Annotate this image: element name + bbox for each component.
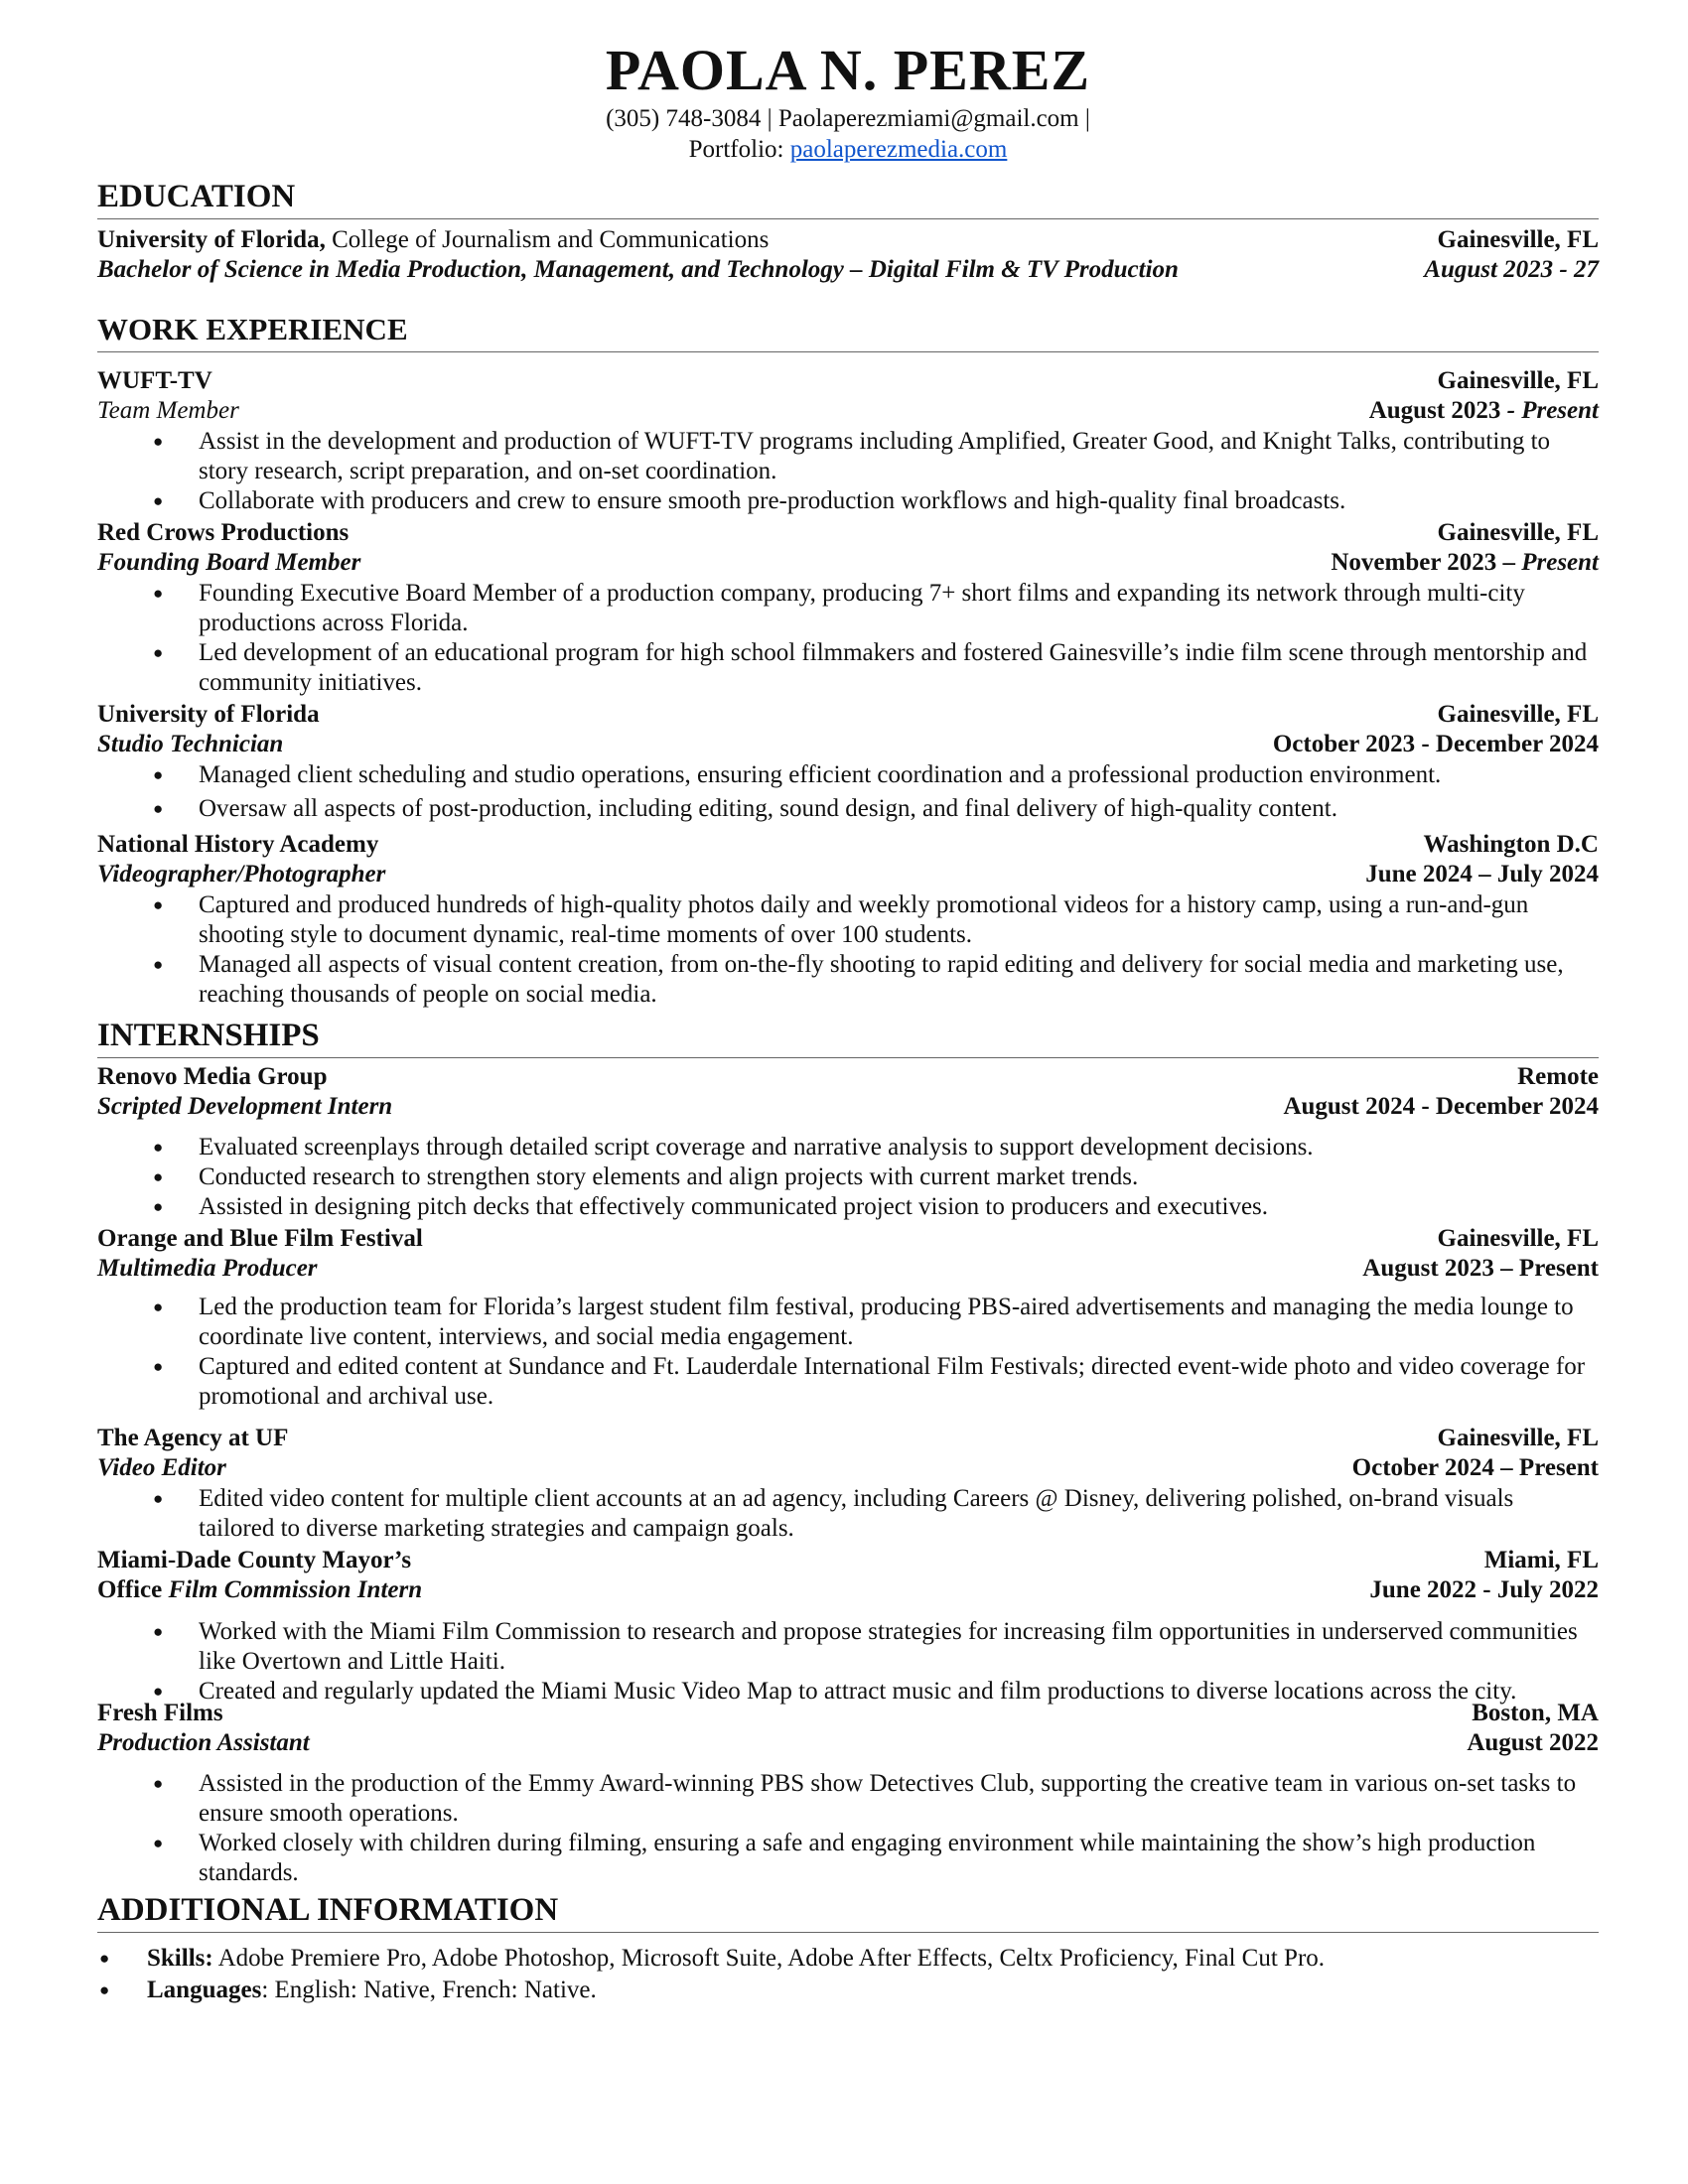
job-title: Video Editor [97, 1454, 226, 1481]
portfolio-label: Portfolio: [688, 136, 790, 163]
job-dates: October 2024 – Present [1351, 1454, 1599, 1481]
org-name: The Agency at UF [97, 1425, 289, 1451]
bullet-item: ● Worked closely with children during filming, ensuring a safe and engaging environment while maintaining the show’s high production standards. [97, 1829, 1599, 1888]
resume-header [97, 38, 1599, 165]
contact-info: (305) 748-3084 | Paolaperezmiami@gmail.com | [606, 105, 1090, 132]
job-dates: June 2024 – July 2024 [1365, 861, 1599, 887]
bullet-list [97, 1293, 1599, 1412]
bullet-item: ● Managed all aspects of visual content creation, from on-the-fly shooting to rapid editing and delivery for social media and marketing use, reaching thousands of people on social media. [97, 950, 1599, 1010]
bullet-item: ● Created and regularly updated the Miami Music Video Map to attract music and film productions to diverse locations across the city. [97, 1677, 1599, 1706]
languages-label: Languages [147, 1977, 262, 2003]
job-location: Miami, FL [1483, 1547, 1599, 1573]
internship-entry [97, 1424, 1599, 1544]
bullet-item: ● Worked with the Miami Film Commission to research and propose strategies for increasing film opportunities in underserved communities like Overtown and Little Haiti. [97, 1617, 1599, 1677]
skills-text: Adobe Premiere Pro, Adobe Photoshop, Microsoft Suite, Adobe After Effects, Celtx Proficiency, Final Cut Pro. [212, 1945, 1326, 1972]
org-name: Orange and Blue Film Festival [97, 1225, 423, 1252]
bullet-item: ● Led the production team for Florida’s largest student film festival, producing PBS-aired advertisements and managing the media lounge to coordinate live content, interviews, and social media engagement. [97, 1293, 1599, 1352]
work-entry [97, 830, 1599, 1010]
bullet-list [97, 427, 1599, 516]
candidate-name: PAOLA N. PEREZ [605, 38, 1091, 102]
languages-text: : English: Native, French: Native. [261, 1977, 597, 2003]
degree-name: Bachelor of Science in Media Production, Management, and Technology – Digital Film & TV Production [97, 256, 1179, 283]
dates-tail: Present [1521, 549, 1599, 576]
portfolio-link[interactable]: paolaperezmedia.com [789, 136, 1008, 163]
resume-page [97, 38, 1599, 2006]
job-location: Gainesville, FL [1437, 701, 1599, 728]
portfolio-line [97, 134, 1599, 165]
org-name: Miami-Dade County Mayor’s [97, 1547, 412, 1573]
skills-item [97, 1943, 1599, 1975]
internship-entry [97, 1224, 1599, 1412]
dates-main: November 2023 – [1331, 549, 1522, 576]
bullet-item: ● Captured and produced hundreds of high-quality photos daily and weekly promotional videos for a history camp, using a run-and-gun shooting style to document dynamic, real-time moments of over 100 students. [97, 890, 1599, 950]
job-title: Founding Board Member [97, 549, 361, 576]
bullet-item: ● Edited video content for multiple client accounts at an ad agency, including Careers @ Disney, delivering polished, on-brand visuals tailored to diverse marketing strategies and campaign goals. [97, 1484, 1599, 1544]
bullet-item: ● Captured and edited content at Sundance and Ft. Lauderdale International Film Festivals; directed event-wide photo and video coverage for promotional and archival use. [97, 1352, 1599, 1412]
bullet-item: ● Assisted in designing pitch decks that effectively communicated project vision to producers and executives. [97, 1192, 1599, 1222]
work-experience-heading: WORK EXPERIENCE [97, 310, 1599, 352]
job-dates: August 2024 - December 2024 [1283, 1093, 1599, 1120]
org-name: Fresh Films [97, 1700, 223, 1726]
bullet-item: ● Oversaw all aspects of post-production, including editing, sound design, and final delivery of high-quality content. [97, 794, 1599, 824]
job-title: Team Member [97, 397, 239, 424]
job-dates: August 2022 [1467, 1729, 1599, 1756]
education-entry [97, 225, 1599, 284]
school-name: University of Florida, [97, 226, 326, 253]
job-location: Gainesville, FL [1437, 519, 1599, 546]
job-location: Remote [1517, 1063, 1599, 1090]
bullet-item: ● Conducted research to strengthen story elements and align projects with current market trends. [97, 1162, 1599, 1192]
job-location: Boston, MA [1472, 1700, 1599, 1726]
bullet-item: ● Assisted in the production of the Emmy Award-winning PBS show Detectives Club, supporting the creative team in various on-set tasks to ensure smooth operations. [97, 1769, 1599, 1829]
dates-main: August 2023 [1368, 397, 1501, 424]
internships-heading: INTERNSHIPS [97, 1016, 1599, 1058]
bullet-item: ● Managed client scheduling and studio operations, ensuring efficient coordination and a professional production environment. [97, 760, 1599, 790]
languages-item [97, 1975, 1599, 2006]
bullet-list [97, 579, 1599, 698]
bullet-list [97, 760, 1599, 824]
org-name: Renovo Media Group [97, 1063, 328, 1090]
bullet-list [97, 1484, 1599, 1544]
internship-entry [97, 1062, 1599, 1222]
job-location: Gainesville, FL [1437, 1225, 1599, 1252]
education-dates: August 2023 - 27 [1424, 256, 1599, 283]
bullet-list [97, 1769, 1599, 1888]
bullet-item: ● Founding Executive Board Member of a production company, producing 7+ short films and expanding its network through multi-city productions across Florida. [97, 579, 1599, 638]
bullet-list [97, 1617, 1599, 1706]
work-entry [97, 366, 1599, 516]
job-dates [1331, 548, 1599, 577]
work-entry [97, 700, 1599, 824]
bullet-item: ● Assist in the development and production of WUFT-TV programs including Amplified, Greater Good, and Knight Talks, contributing to story research, script preparation, and on-set coordination. [97, 427, 1599, 486]
org-name: WUFT-TV [97, 367, 212, 394]
work-entry [97, 518, 1599, 698]
job-location: Gainesville, FL [1437, 1425, 1599, 1451]
internship-entry [97, 1699, 1599, 1888]
org-role-line [97, 1575, 422, 1605]
additional-info-list [97, 1943, 1599, 2006]
additional-info-heading: ADDITIONAL INFORMATION [97, 1890, 1599, 1933]
job-title: Production Assistant [97, 1729, 310, 1756]
education-heading: EDUCATION [97, 177, 1599, 219]
internship-entry [97, 1546, 1599, 1706]
job-title: Multimedia Producer [97, 1255, 318, 1282]
bullet-list [97, 1133, 1599, 1222]
job-title: Videographer/Photographer [97, 861, 386, 887]
job-title: Film Commission Intern [162, 1576, 423, 1603]
job-location: Washington D.C [1423, 831, 1599, 858]
education-location: Gainesville, FL [1437, 226, 1599, 253]
bullet-list [97, 890, 1599, 1010]
org-name-continued: Office [97, 1576, 163, 1603]
org-name: Red Crows Productions [97, 519, 350, 546]
education-school-line [97, 225, 769, 255]
skills-label: Skills: [147, 1945, 213, 1972]
bullet-item: ● Led development of an educational program for high school filmmakers and fostered Gainesville’s indie film scene through mentorship and community initiatives. [97, 638, 1599, 698]
job-title: Studio Technician [97, 731, 284, 757]
org-name: National History Academy [97, 831, 379, 858]
job-dates [1369, 396, 1599, 425]
college-name: College of Journalism and Communications [325, 226, 770, 253]
job-dates: August 2023 – Present [1362, 1255, 1599, 1282]
bullet-item: ● Collaborate with producers and crew to ensure smooth pre-production workflows and high-quality final broadcasts. [97, 486, 1599, 516]
job-location: Gainesville, FL [1437, 367, 1599, 394]
dates-tail: - Present [1500, 397, 1599, 424]
org-name: University of Florida [97, 701, 320, 728]
bullet-item: ● Evaluated screenplays through detailed script coverage and narrative analysis to support development decisions. [97, 1133, 1599, 1162]
job-dates: October 2023 - December 2024 [1272, 731, 1599, 757]
job-dates: June 2022 - July 2022 [1369, 1576, 1599, 1603]
job-title: Scripted Development Intern [97, 1093, 393, 1120]
